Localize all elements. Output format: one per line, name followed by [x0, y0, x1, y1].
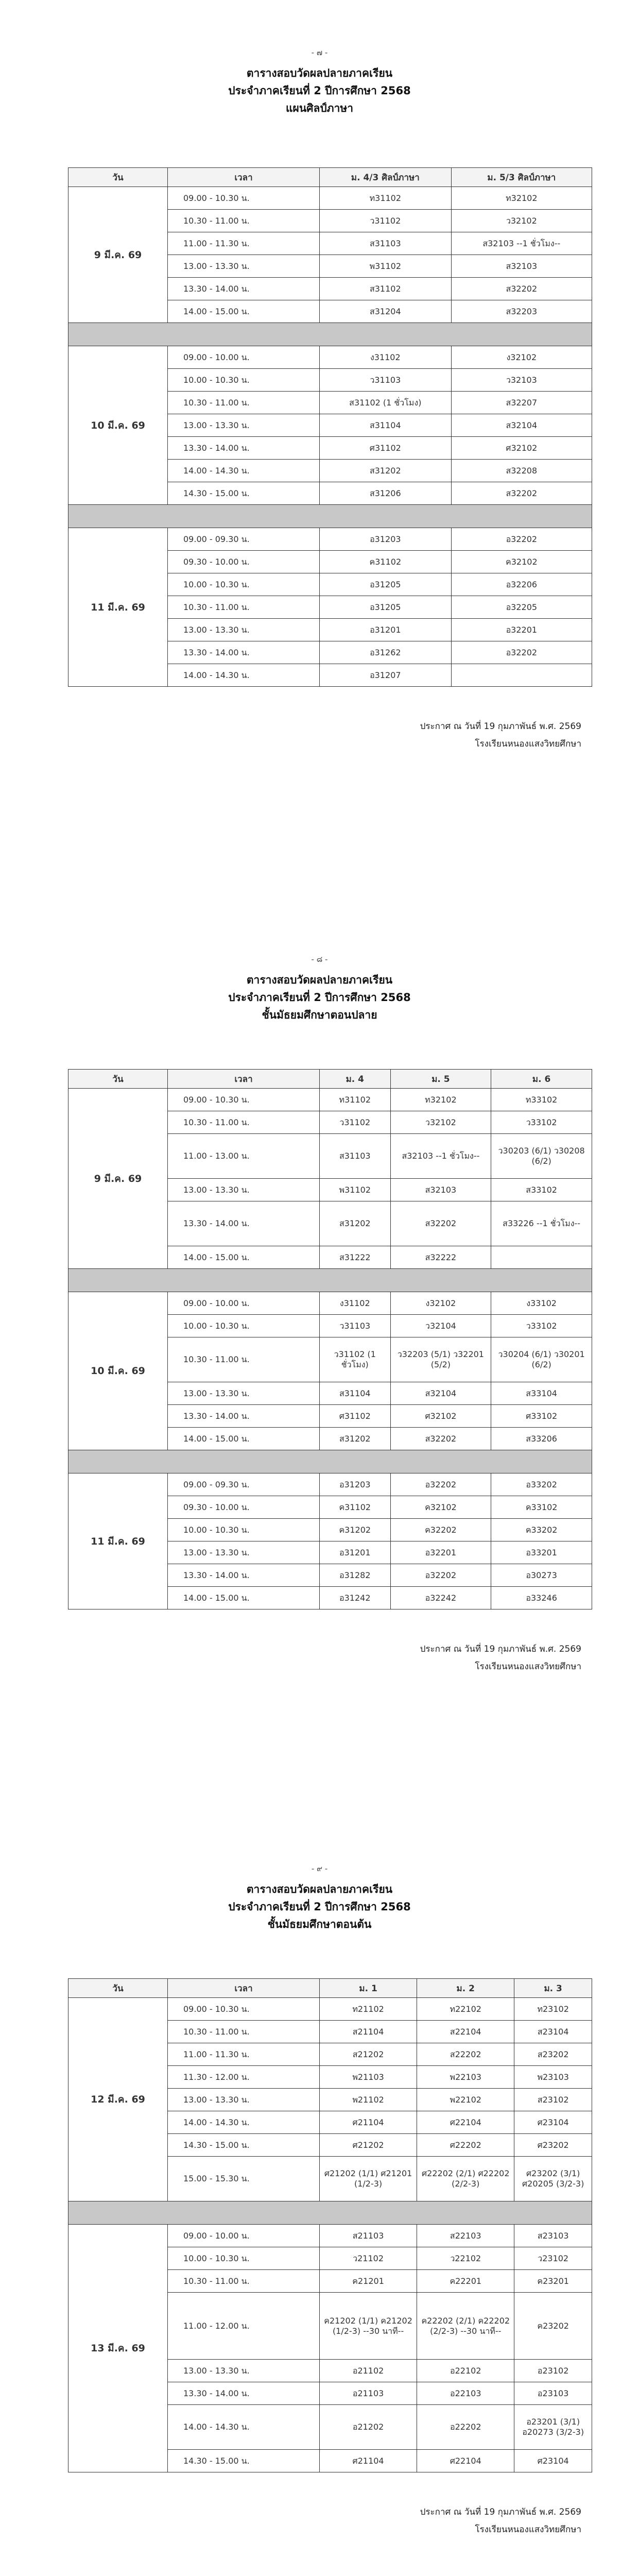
subject-cell: ส31202: [320, 1201, 391, 1246]
subject-cell: ศ21104: [320, 2450, 417, 2472]
time-cell: 10.00 - 10.30 น.: [168, 369, 320, 392]
table-row: [68, 1292, 592, 1315]
day-cell: 12 มี.ค. 69: [68, 1998, 168, 2201]
time-cell: 13.30 - 14.00 น.: [168, 1405, 320, 1428]
time-cell: 10.00 - 10.30 น.: [168, 2247, 320, 2270]
subject-cell: ส33206: [491, 1428, 592, 1450]
column-header: ม. 2: [417, 1979, 514, 1998]
day-separator-row: [68, 2201, 592, 2225]
time-cell: 10.30 - 11.00 น.: [168, 596, 320, 619]
subject-cell: ค23202: [514, 2293, 592, 2360]
subject-cell: อ31201: [320, 619, 452, 641]
subject-cell: ส31104: [320, 1382, 391, 1405]
subject-cell: ว32102: [390, 1111, 491, 1134]
school-name: โรงเรียนหนองแสงวิทยศึกษา: [475, 1662, 581, 1672]
subject-cell: ท21102: [320, 1998, 417, 2021]
time-cell: 10.00 - 10.30 น.: [168, 1315, 320, 1337]
subject-cell: ส22104: [417, 2021, 514, 2043]
subject-cell: ศ31102: [320, 1405, 391, 1428]
subject-cell: อ23201 (3/1) อ20273 (3/2-3): [514, 2405, 592, 2450]
page-number: - ๗ -: [311, 48, 328, 57]
time-cell: 10.00 - 10.30 น.: [168, 573, 320, 596]
subject-cell: อ32206: [451, 573, 592, 596]
title-line: ชั้นมัธยมศึกษาตอนปลาย: [262, 1009, 377, 1021]
subject-cell: ศ22104: [417, 2111, 514, 2134]
time-cell: 13.00 - 13.30 น.: [168, 1179, 320, 1201]
header-row: [68, 168, 592, 187]
table-row: [68, 528, 592, 551]
subject-cell: ค31202: [320, 1519, 391, 1541]
subject-cell: อ31203: [320, 1473, 391, 1496]
subject-cell: ค22202 (2/1) ค22202 (2/2-3) --30 นาที--: [417, 2293, 514, 2360]
subject-cell: ส21104: [320, 2021, 417, 2043]
subject-cell: ส31222: [320, 1246, 391, 1269]
subject-cell: ว32102: [451, 210, 592, 232]
subject-cell: ค23201: [514, 2270, 592, 2293]
day-cell: 9 มี.ค. 69: [68, 187, 168, 323]
subject-cell: ค33202: [491, 1519, 592, 1541]
subject-cell: ส22202: [417, 2043, 514, 2066]
time-cell: 14.00 - 15.00 น.: [168, 1428, 320, 1450]
subject-cell: ส32103 --1 ชั่วโมง--: [451, 232, 592, 255]
subject-cell: ค21201: [320, 2270, 417, 2293]
subject-cell: ง31102: [320, 1292, 391, 1315]
subject-cell: ส21103: [320, 2225, 417, 2247]
subject-cell: ส32202: [451, 482, 592, 505]
time-cell: 11.00 - 12.00 น.: [168, 2293, 320, 2360]
subject-cell: ว23102: [514, 2247, 592, 2270]
subject-cell: อ33202: [491, 1473, 592, 1496]
subject-cell: ส31103: [320, 1134, 391, 1179]
subject-cell: ศ31102: [320, 437, 452, 460]
subject-cell: ส32203: [451, 300, 592, 323]
subject-cell: ว21102: [320, 2247, 417, 2270]
announcement-footer: [420, 718, 581, 753]
subject-cell: [451, 664, 592, 687]
day-separator-row: [68, 323, 592, 346]
subject-cell: อ21103: [320, 2382, 417, 2405]
day-cell: 10 มี.ค. 69: [68, 1292, 168, 1450]
subject-cell: ส23202: [514, 2043, 592, 2066]
time-cell: 13.30 - 14.00 น.: [168, 437, 320, 460]
time-cell: 14.30 - 15.00 น.: [168, 2134, 320, 2157]
subject-cell: ค32102: [390, 1496, 491, 1519]
subject-cell: ศ21202 (1/1) ศ21201 (1/2-3): [320, 2157, 417, 2201]
subject-cell: ค32202: [390, 1519, 491, 1541]
time-cell: 14.00 - 14.30 น.: [168, 2111, 320, 2134]
time-cell: 14.00 - 14.30 น.: [168, 2405, 320, 2450]
subject-cell: ส31102 (1 ชั่วโมง): [320, 392, 452, 414]
subject-cell: อ32202: [390, 1473, 491, 1496]
subject-cell: พ21103: [320, 2066, 417, 2089]
column-header: วัน: [68, 1979, 168, 1998]
subject-cell: อ22102: [417, 2360, 514, 2382]
table-row: [68, 346, 592, 369]
subject-cell: ท31102: [320, 187, 452, 210]
subject-cell: ส32202: [451, 278, 592, 300]
subject-cell: ว31103: [320, 369, 452, 392]
subject-cell: ว33102: [491, 1111, 592, 1134]
day-cell: 13 มี.ค. 69: [68, 2225, 168, 2472]
subject-cell: ว22102: [417, 2247, 514, 2270]
schedule-title: [0, 64, 639, 117]
title-line: ตารางสอบวัดผลปลายภาคเรียน: [246, 974, 393, 986]
title-line: ประจำภาคเรียนที่ 2 ปีการศึกษา 2568: [228, 1901, 411, 1913]
subject-cell: [491, 1246, 592, 1269]
subject-cell: ส33102: [491, 1179, 592, 1201]
subject-cell: ส32103: [451, 255, 592, 278]
time-cell: 13.00 - 13.30 น.: [168, 2089, 320, 2111]
time-cell: 14.30 - 15.00 น.: [168, 2450, 320, 2472]
announcement-date: ประกาศ ณ วันที่ 19 กุมภาพันธ์ พ.ศ. 2569: [420, 1644, 581, 1654]
subject-cell: อ31207: [320, 664, 452, 687]
subject-cell: ศ22202 (2/1) ศ22202 (2/2-3): [417, 2157, 514, 2201]
subject-cell: ศ23104: [514, 2111, 592, 2134]
time-cell: 09.00 - 10.00 น.: [168, 2225, 320, 2247]
subject-cell: ว32104: [390, 1315, 491, 1337]
subject-cell: ว31102: [320, 1111, 391, 1134]
subject-cell: ศ21202: [320, 2134, 417, 2157]
subject-cell: อ32201: [390, 1541, 491, 1564]
subject-cell: ส32202: [390, 1201, 491, 1246]
schedule-page: [0, 953, 639, 1829]
time-cell: 11.00 - 13.00 น.: [168, 1134, 320, 1179]
time-cell: 14.00 - 14.30 น.: [168, 664, 320, 687]
subject-cell: ว31102 (1 ชั่วโมง): [320, 1337, 391, 1382]
subject-cell: ส23104: [514, 2021, 592, 2043]
subject-cell: ส33226 --1 ชั่วโมง--: [491, 1201, 592, 1246]
time-cell: 13.00 - 13.30 น.: [168, 1382, 320, 1405]
subject-cell: อ32205: [451, 596, 592, 619]
subject-cell: ว31102: [320, 210, 452, 232]
school-name: โรงเรียนหนองแสงวิทยศึกษา: [475, 2524, 581, 2535]
subject-cell: ค33102: [491, 1496, 592, 1519]
subject-cell: ส33104: [491, 1382, 592, 1405]
time-cell: 14.00 - 14.30 น.: [168, 460, 320, 482]
subject-cell: ส32202: [390, 1428, 491, 1450]
time-cell: 09.30 - 10.00 น.: [168, 1496, 320, 1519]
subject-cell: ว33102: [491, 1315, 592, 1337]
subject-cell: ส31103: [320, 232, 452, 255]
time-cell: 13.30 - 14.00 น.: [168, 1564, 320, 1587]
subject-cell: ส32103 --1 ชั่วโมง--: [390, 1134, 491, 1179]
subject-cell: ส21202: [320, 2043, 417, 2066]
time-cell: 09.30 - 10.00 น.: [168, 551, 320, 573]
subject-cell: ศ22104: [417, 2450, 514, 2472]
column-header: วัน: [68, 168, 168, 187]
subject-cell: ท22102: [417, 1998, 514, 2021]
subject-cell: ส32104: [390, 1382, 491, 1405]
page-number: - ๙ -: [311, 1864, 328, 1873]
subject-cell: อ33201: [491, 1541, 592, 1564]
time-cell: 14.00 - 15.00 น.: [168, 300, 320, 323]
time-cell: 10.00 - 10.30 น.: [168, 1519, 320, 1541]
school-name: โรงเรียนหนองแสงวิทยศึกษา: [475, 739, 581, 749]
column-header: ม. 6: [491, 1070, 592, 1089]
column-header: วัน: [68, 1070, 168, 1089]
subject-cell: พ23103: [514, 2066, 592, 2089]
time-cell: 13.30 - 14.00 น.: [168, 641, 320, 664]
subject-cell: ส32103: [390, 1179, 491, 1201]
day-cell: 9 มี.ค. 69: [68, 1089, 168, 1269]
subject-cell: ส32208: [451, 460, 592, 482]
time-cell: 13.00 - 13.30 น.: [168, 414, 320, 437]
subject-cell: ศ32102: [390, 1405, 491, 1428]
day-cell: 10 มี.ค. 69: [68, 346, 168, 505]
subject-cell: ง33102: [491, 1292, 592, 1315]
time-cell: 11.00 - 11.30 น.: [168, 2043, 320, 2066]
subject-cell: อ30273: [491, 1564, 592, 1587]
subject-cell: ส32207: [451, 392, 592, 414]
column-header: เวลา: [168, 1979, 320, 1998]
time-cell: 13.00 - 13.30 น.: [168, 2360, 320, 2382]
time-cell: 13.00 - 13.30 น.: [168, 1541, 320, 1564]
day-separator-row: [68, 505, 592, 528]
table-row: [68, 1473, 592, 1496]
subject-cell: ว30204 (6/1) ว30201 (6/2): [491, 1337, 592, 1382]
exam-schedule-table: [68, 1978, 592, 2472]
subject-cell: อ31205: [320, 596, 452, 619]
day-separator-row: [68, 1269, 592, 1292]
subject-cell: อ21202: [320, 2405, 417, 2450]
subject-cell: ส31202: [320, 460, 452, 482]
subject-cell: ค22201: [417, 2270, 514, 2293]
column-header: เวลา: [168, 1070, 320, 1089]
time-cell: 09.00 - 10.30 น.: [168, 1089, 320, 1111]
subject-cell: ว32103: [451, 369, 592, 392]
announcement-footer: [420, 2503, 581, 2538]
time-cell: 14.00 - 15.00 น.: [168, 1587, 320, 1609]
subject-cell: ท33102: [491, 1089, 592, 1111]
column-header: ม. 3: [514, 1979, 592, 1998]
time-cell: 11.30 - 12.00 น.: [168, 2066, 320, 2089]
schedule-title: [0, 971, 639, 1024]
column-header: ม. 5: [390, 1070, 491, 1089]
subject-cell: พ31102: [320, 1179, 391, 1201]
page-number: - ๘ -: [311, 955, 328, 964]
schedule-page: [0, 46, 639, 922]
subject-cell: พ22102: [417, 2089, 514, 2111]
time-cell: 09.00 - 09.30 น.: [168, 1473, 320, 1496]
subject-cell: ท32102: [451, 187, 592, 210]
subject-cell: ศ33102: [491, 1405, 592, 1428]
subject-cell: อ31203: [320, 528, 452, 551]
subject-cell: พ31102: [320, 255, 452, 278]
subject-cell: อ31242: [320, 1587, 391, 1609]
subject-cell: ศ32102: [451, 437, 592, 460]
subject-cell: อ32202: [451, 641, 592, 664]
time-cell: 13.30 - 14.00 น.: [168, 278, 320, 300]
time-cell: 09.00 - 10.00 น.: [168, 346, 320, 369]
subject-cell: ศ23104: [514, 2450, 592, 2472]
subject-cell: ส32104: [451, 414, 592, 437]
subject-cell: ว31103: [320, 1315, 391, 1337]
announcement-date: ประกาศ ณ วันที่ 19 กุมภาพันธ์ พ.ศ. 2569: [420, 721, 581, 732]
column-header: เวลา: [168, 168, 320, 187]
subject-cell: ศ23202: [514, 2134, 592, 2157]
subject-cell: อ31205: [320, 573, 452, 596]
time-cell: 13.00 - 13.30 น.: [168, 255, 320, 278]
subject-cell: อ23103: [514, 2382, 592, 2405]
exam-schedule-table: [68, 1069, 592, 1609]
header-row: [68, 1979, 592, 1998]
subject-cell: อ32201: [451, 619, 592, 641]
column-header: ม. 5/3 ศิลป์ภาษา: [451, 168, 592, 187]
subject-cell: ส22103: [417, 2225, 514, 2247]
day-cell: 11 มี.ค. 69: [68, 528, 168, 687]
subject-cell: ค31102: [320, 1496, 391, 1519]
time-cell: 09.00 - 10.00 น.: [168, 1292, 320, 1315]
time-cell: 15.00 - 15.30 น.: [168, 2157, 320, 2201]
subject-cell: ง32102: [390, 1292, 491, 1315]
schedule-title: [0, 1880, 639, 1933]
time-cell: 10.30 - 11.00 น.: [168, 2021, 320, 2043]
time-cell: 13.30 - 14.00 น.: [168, 1201, 320, 1246]
title-line: ประจำภาคเรียนที่ 2 ปีการศึกษา 2568: [228, 991, 411, 1004]
column-header: ม. 1: [320, 1979, 417, 1998]
subject-cell: อ31201: [320, 1541, 391, 1564]
subject-cell: ค32102: [451, 551, 592, 573]
time-cell: 09.00 - 10.30 น.: [168, 187, 320, 210]
title-line: ประจำภาคเรียนที่ 2 ปีการศึกษา 2568: [228, 84, 411, 97]
subject-cell: ส31206: [320, 482, 452, 505]
subject-cell: อ33246: [491, 1587, 592, 1609]
subject-cell: อ22202: [417, 2405, 514, 2450]
subject-cell: ท23102: [514, 1998, 592, 2021]
subject-cell: ส31102: [320, 278, 452, 300]
time-cell: 09.00 - 10.30 น.: [168, 1998, 320, 2021]
subject-cell: พ22103: [417, 2066, 514, 2089]
subject-cell: ท31102: [320, 1089, 391, 1111]
subject-cell: อ32242: [390, 1587, 491, 1609]
subject-cell: ศ22202: [417, 2134, 514, 2157]
subject-cell: ค31102: [320, 551, 452, 573]
time-cell: 11.00 - 11.30 น.: [168, 232, 320, 255]
header-row: [68, 1070, 592, 1089]
table-row: [68, 2225, 592, 2247]
subject-cell: ศ23202 (3/1) ศ20205 (3/2-3): [514, 2157, 592, 2201]
time-cell: 13.30 - 14.00 น.: [168, 2382, 320, 2405]
subject-cell: ส23102: [514, 2089, 592, 2111]
time-cell: 10.30 - 11.00 น.: [168, 2270, 320, 2293]
exam-schedule-table: [68, 167, 592, 687]
column-header: ม. 4/3 ศิลป์ภาษา: [320, 168, 452, 187]
title-line: ตารางสอบวัดผลปลายภาคเรียน: [246, 67, 393, 79]
table-row: [68, 1089, 592, 1111]
subject-cell: อ32202: [451, 528, 592, 551]
subject-cell: ง32102: [451, 346, 592, 369]
day-cell: 11 มี.ค. 69: [68, 1473, 168, 1609]
subject-cell: อ23102: [514, 2360, 592, 2382]
subject-cell: อ31282: [320, 1564, 391, 1587]
schedule-page: [0, 1862, 639, 2576]
subject-cell: อ31262: [320, 641, 452, 664]
time-cell: 09.00 - 09.30 น.: [168, 528, 320, 551]
subject-cell: อ21102: [320, 2360, 417, 2382]
subject-cell: ส31202: [320, 1428, 391, 1450]
subject-cell: ส32222: [390, 1246, 491, 1269]
title-line: แผนศิลป์ภาษา: [286, 102, 353, 114]
time-cell: 14.00 - 15.00 น.: [168, 1246, 320, 1269]
title-line: ตารางสอบวัดผลปลายภาคเรียน: [246, 1883, 393, 1895]
subject-cell: ศ21104: [320, 2111, 417, 2134]
column-header: ม. 4: [320, 1070, 391, 1089]
title-line: ชั้นมัธยมศึกษาตอนต้น: [267, 1918, 372, 1930]
subject-cell: ว32203 (5/1) ว32201 (5/2): [390, 1337, 491, 1382]
time-cell: 10.30 - 11.00 น.: [168, 1111, 320, 1134]
subject-cell: ว30203 (6/1) ว30208 (6/2): [491, 1134, 592, 1179]
subject-cell: อ22103: [417, 2382, 514, 2405]
subject-cell: ค21202 (1/1) ค21202 (1/2-3) --30 นาที--: [320, 2293, 417, 2360]
time-cell: 14.30 - 15.00 น.: [168, 482, 320, 505]
subject-cell: อ32202: [390, 1564, 491, 1587]
announcement-footer: [420, 1640, 581, 1675]
subject-cell: ท32102: [390, 1089, 491, 1111]
time-cell: 13.00 - 13.30 น.: [168, 619, 320, 641]
table-row: [68, 1998, 592, 2021]
table-row: [68, 187, 592, 210]
subject-cell: พ21102: [320, 2089, 417, 2111]
subject-cell: ส23103: [514, 2225, 592, 2247]
time-cell: 10.30 - 11.00 น.: [168, 392, 320, 414]
subject-cell: ส31204: [320, 300, 452, 323]
time-cell: 10.30 - 11.00 น.: [168, 1337, 320, 1382]
time-cell: 10.30 - 11.00 น.: [168, 210, 320, 232]
subject-cell: ส31104: [320, 414, 452, 437]
announcement-date: ประกาศ ณ วันที่ 19 กุมภาพันธ์ พ.ศ. 2569: [420, 2507, 581, 2517]
day-separator-row: [68, 1450, 592, 1473]
subject-cell: ง31102: [320, 346, 452, 369]
